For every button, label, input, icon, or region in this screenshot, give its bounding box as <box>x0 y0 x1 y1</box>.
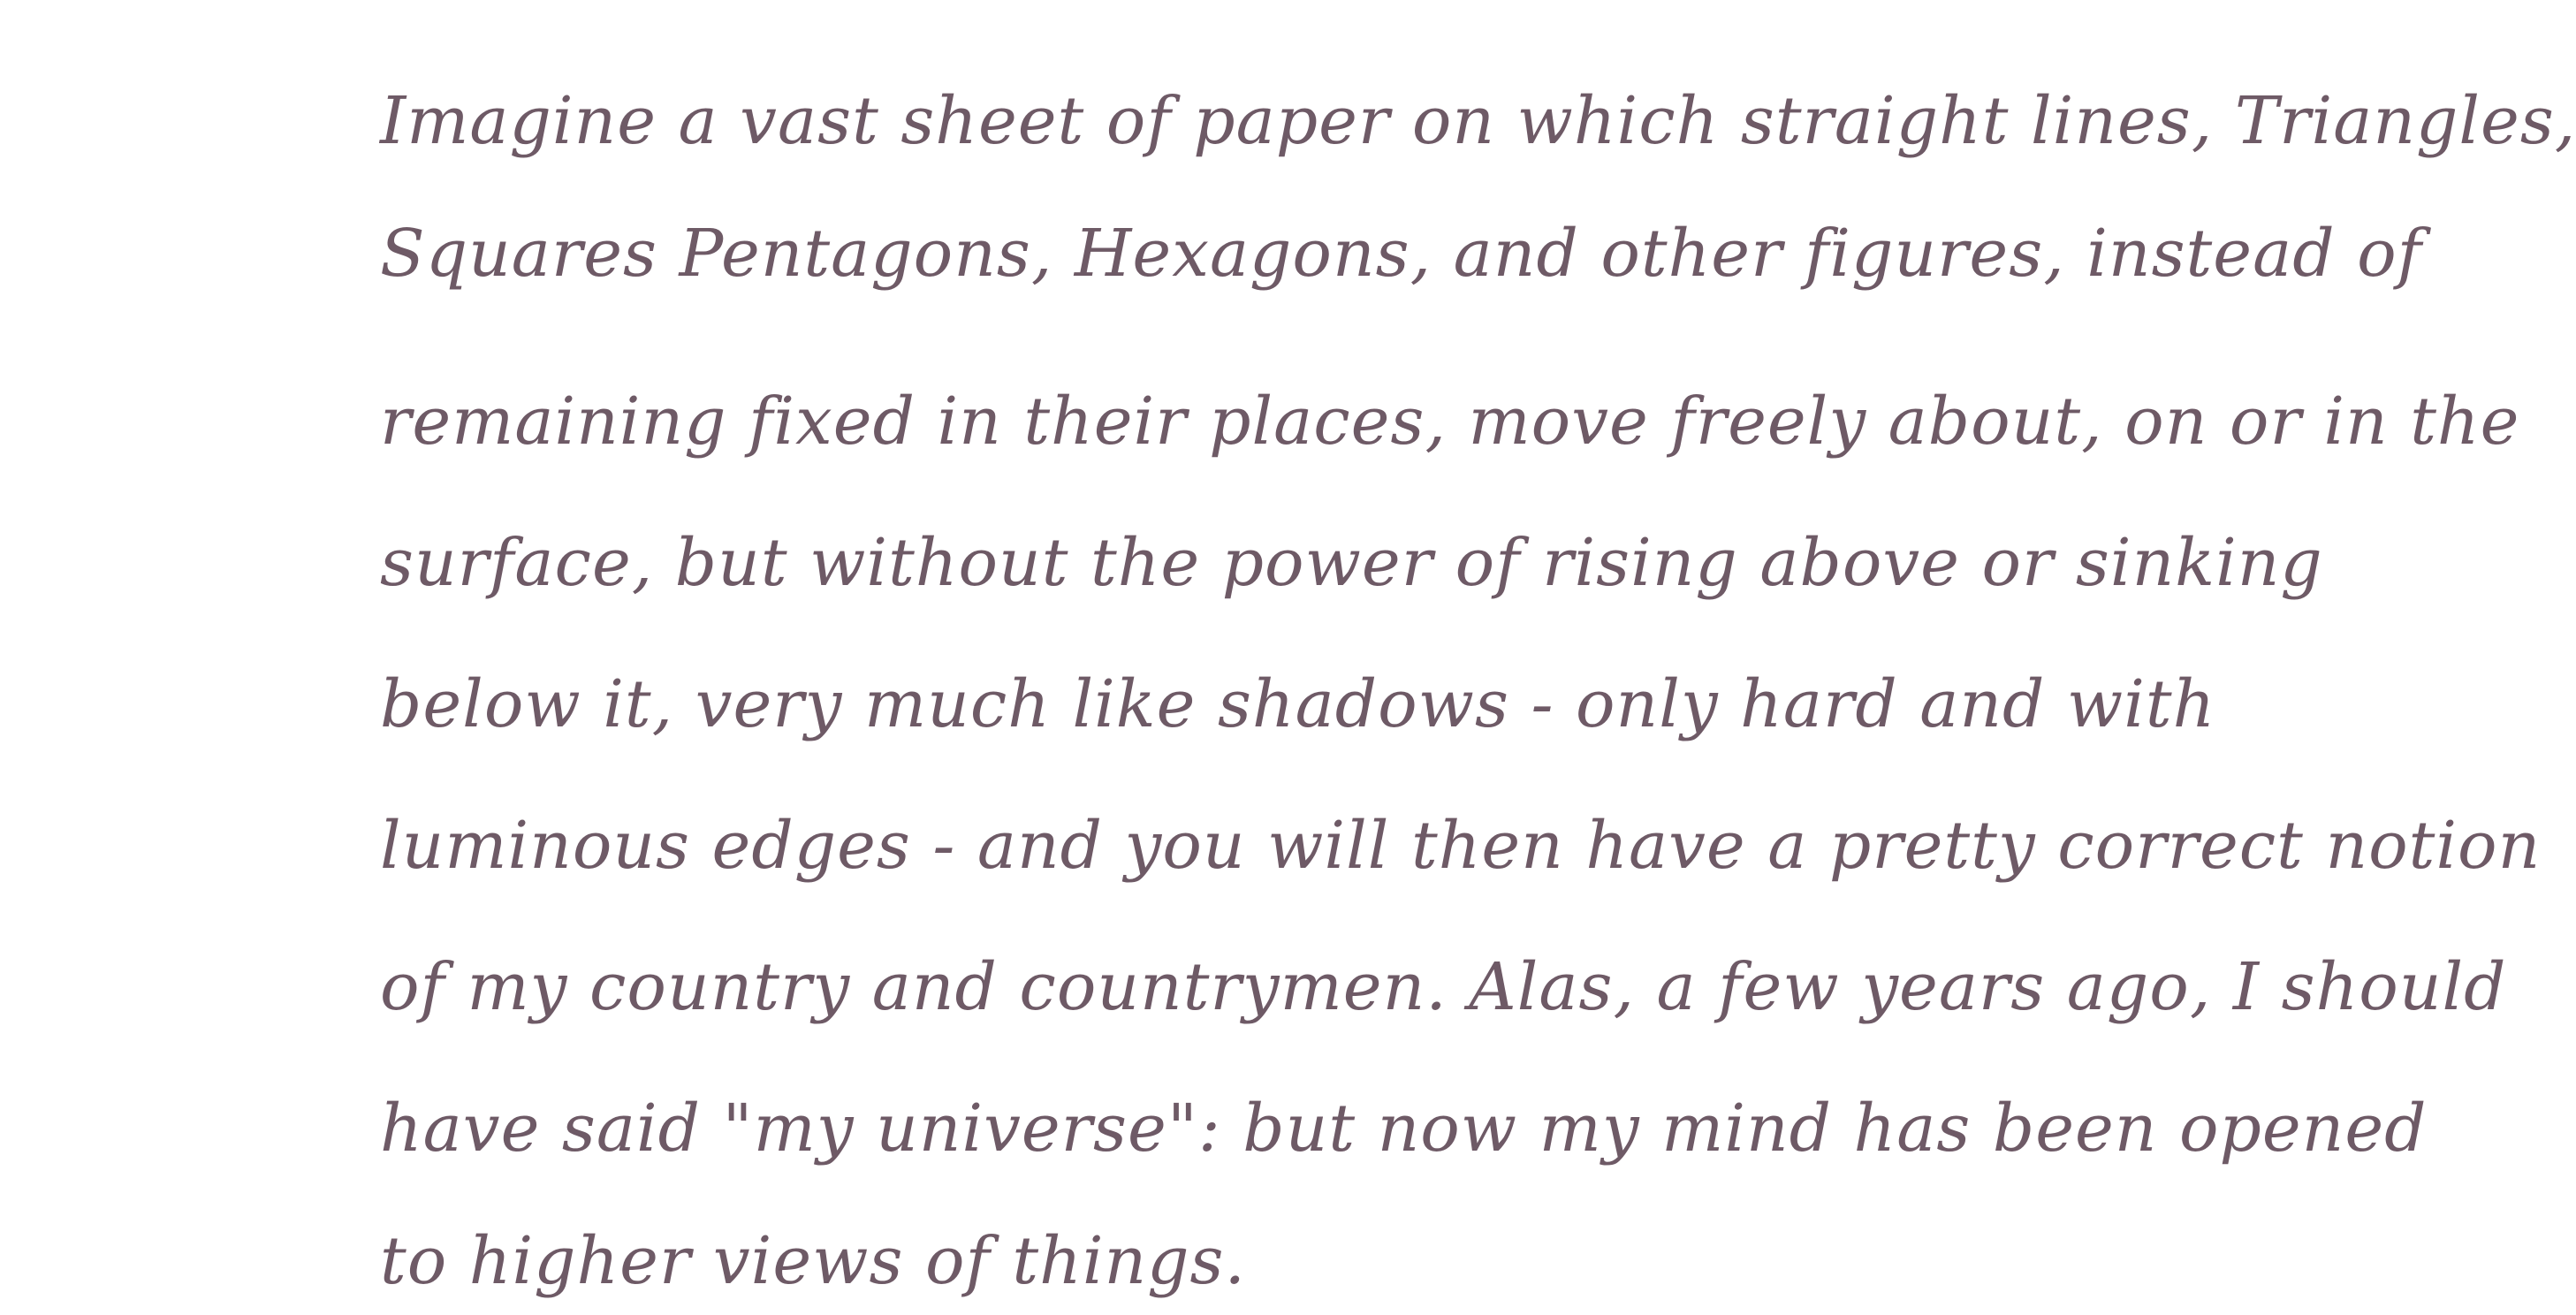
handwritten-line: remaining fixed in their places, move freely about, on or in the <box>380 384 2520 460</box>
handwritten-line: Imagine a vast sheet of paper on which straight lines, Triangles, <box>380 83 2576 159</box>
handwritten-line: Squares Pentagons, Hexagons, and other figures, instead of <box>380 216 2423 292</box>
handwritten-line: surface, but without the power of rising above or sinking <box>380 525 2323 601</box>
handwritten-line: to higher views of things. <box>380 1223 1247 1299</box>
handwritten-line: have said "my universe": but now my mind has been opened <box>380 1091 2428 1167</box>
handwritten-line: of my country and countrymen. Alas, a few years ago, I should <box>380 949 2507 1025</box>
handwritten-line: luminous edges - and you will then have a pretty correct notion <box>380 808 2542 884</box>
handwritten-line: below it, very much like shadows - only hard and with <box>380 666 2216 742</box>
